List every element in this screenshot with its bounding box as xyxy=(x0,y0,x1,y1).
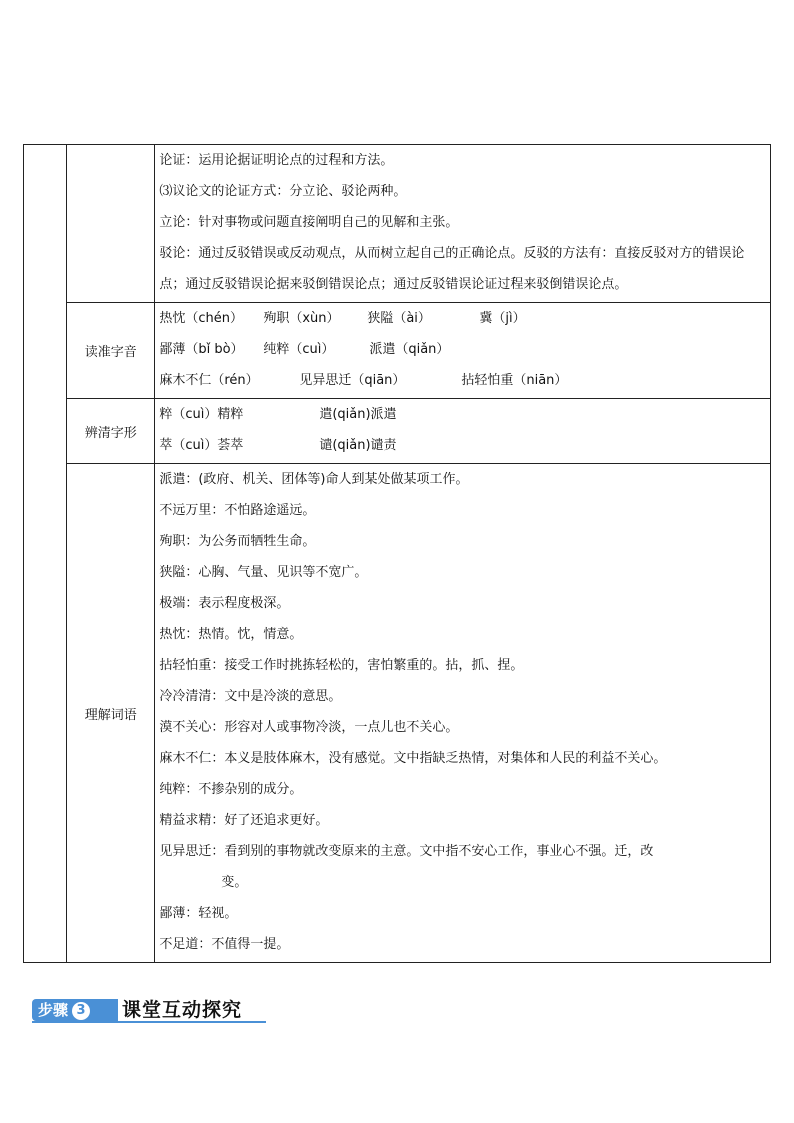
text-line: 极端：表示程度极深。 xyxy=(159,596,290,611)
word-item: 热忱（chén） xyxy=(159,311,243,326)
word-item: 萃（cuì）荟萃 xyxy=(159,438,244,453)
text-line xyxy=(155,399,770,430)
text-line xyxy=(155,334,770,365)
text-line xyxy=(155,430,770,461)
text-line: 立论：针对事物或问题直接阐明自己的见解和主张。 xyxy=(159,215,459,230)
word-item: 遣(qiǎn)派遣 xyxy=(319,407,397,422)
text-line: 漠不关心：形容对人或事物冷淡，一点儿也不关心。 xyxy=(159,720,459,735)
text-line: ⑶议论文的论证方式：分立论、驳论两种。 xyxy=(159,184,407,199)
text-line: 纯粹：不掺杂别的成分。 xyxy=(159,782,303,797)
distinguish-content xyxy=(155,399,771,464)
text-line: 不足道：不值得一提。 xyxy=(159,937,290,952)
word-item: 狭隘（ài） xyxy=(367,311,431,326)
step-badge xyxy=(32,999,118,1021)
word-item: 麻木不仁（rén） xyxy=(159,373,259,388)
text-line xyxy=(155,365,770,396)
text-line: 狭隘：心胸、气量、见识等不宽广。 xyxy=(159,565,368,580)
row-label: 理解词语 xyxy=(67,464,155,963)
argument-content xyxy=(155,145,771,303)
text-line: 殉职：为公务而牺牲生命。 xyxy=(159,534,316,549)
text-line: 鄙薄：轻视。 xyxy=(159,906,238,921)
text-line: 论证：运用论据证明论点的过程和方法。 xyxy=(159,153,394,168)
word-item: 派遣（qiǎn） xyxy=(369,342,450,357)
argument-label-cell xyxy=(67,145,155,303)
text-line: 冷冷清清：文中是冷淡的意思。 xyxy=(159,689,342,704)
word-item: 冀（jì） xyxy=(479,311,526,326)
text-line: 派遣：(政府、机关、团体等)命人到某处做某项工作。 xyxy=(159,472,469,487)
left-blank-cell xyxy=(24,145,67,963)
text-line: 拈轻怕重：接受工作时挑拣轻松的，害怕繁重的。拈，抓、捏。 xyxy=(159,658,524,673)
content-table xyxy=(23,144,771,963)
step-heading xyxy=(32,997,266,1023)
vocabulary-content xyxy=(155,464,771,963)
step-number: 3 xyxy=(72,1002,90,1020)
pronunciation-content xyxy=(155,303,771,399)
row-label: 辨清字形 xyxy=(67,399,155,464)
text-line: 精益求精：好了还追求更好。 xyxy=(159,813,329,828)
step-title: 课堂互动探究 xyxy=(122,999,243,1021)
table-row xyxy=(24,303,771,399)
word-item: 见异思迁（qiān） xyxy=(299,373,406,388)
word-item: 殉职（xùn） xyxy=(263,311,340,326)
word-item: 谴(qiǎn)谴责 xyxy=(319,438,397,453)
word-item: 拈轻怕重（niān） xyxy=(461,373,568,388)
table-row xyxy=(24,464,771,963)
text-line xyxy=(155,303,770,334)
word-item: 鄙薄（bǐ bò） xyxy=(159,342,244,357)
text-line: 麻木不仁：本义是肢体麻木，没有感觉。文中指缺乏热情，对集体和人民的利益不关心。 xyxy=(159,751,667,766)
table-row xyxy=(24,145,771,303)
step-badge-label: 步骤 xyxy=(38,1001,69,1019)
text-line: 驳论：通过反驳错误或反动观点，从而树立起自己的正确论点。反驳的方法有：直接反驳对方的错误论点；通过反驳错误论据来驳倒错误论点；通过反驳错误论证过程来驳倒错误论点。 xyxy=(159,246,745,292)
step-underline xyxy=(32,1021,266,1023)
row-label: 读准字音 xyxy=(67,303,155,399)
table-row xyxy=(24,399,771,464)
word-item: 纯粹（cuì） xyxy=(263,342,335,357)
text-line: 不远万里：不怕路途遥远。 xyxy=(159,503,316,518)
text-line: 变。 xyxy=(221,875,248,890)
text-line: 见异思迁：看到别的事物就改变原来的主意。文中指不安心工作，事业心不强。迁，改 xyxy=(159,844,654,859)
word-item: 粹（cuì）精粹 xyxy=(159,407,244,422)
text-line: 热忱：热情。忱，情意。 xyxy=(159,627,303,642)
